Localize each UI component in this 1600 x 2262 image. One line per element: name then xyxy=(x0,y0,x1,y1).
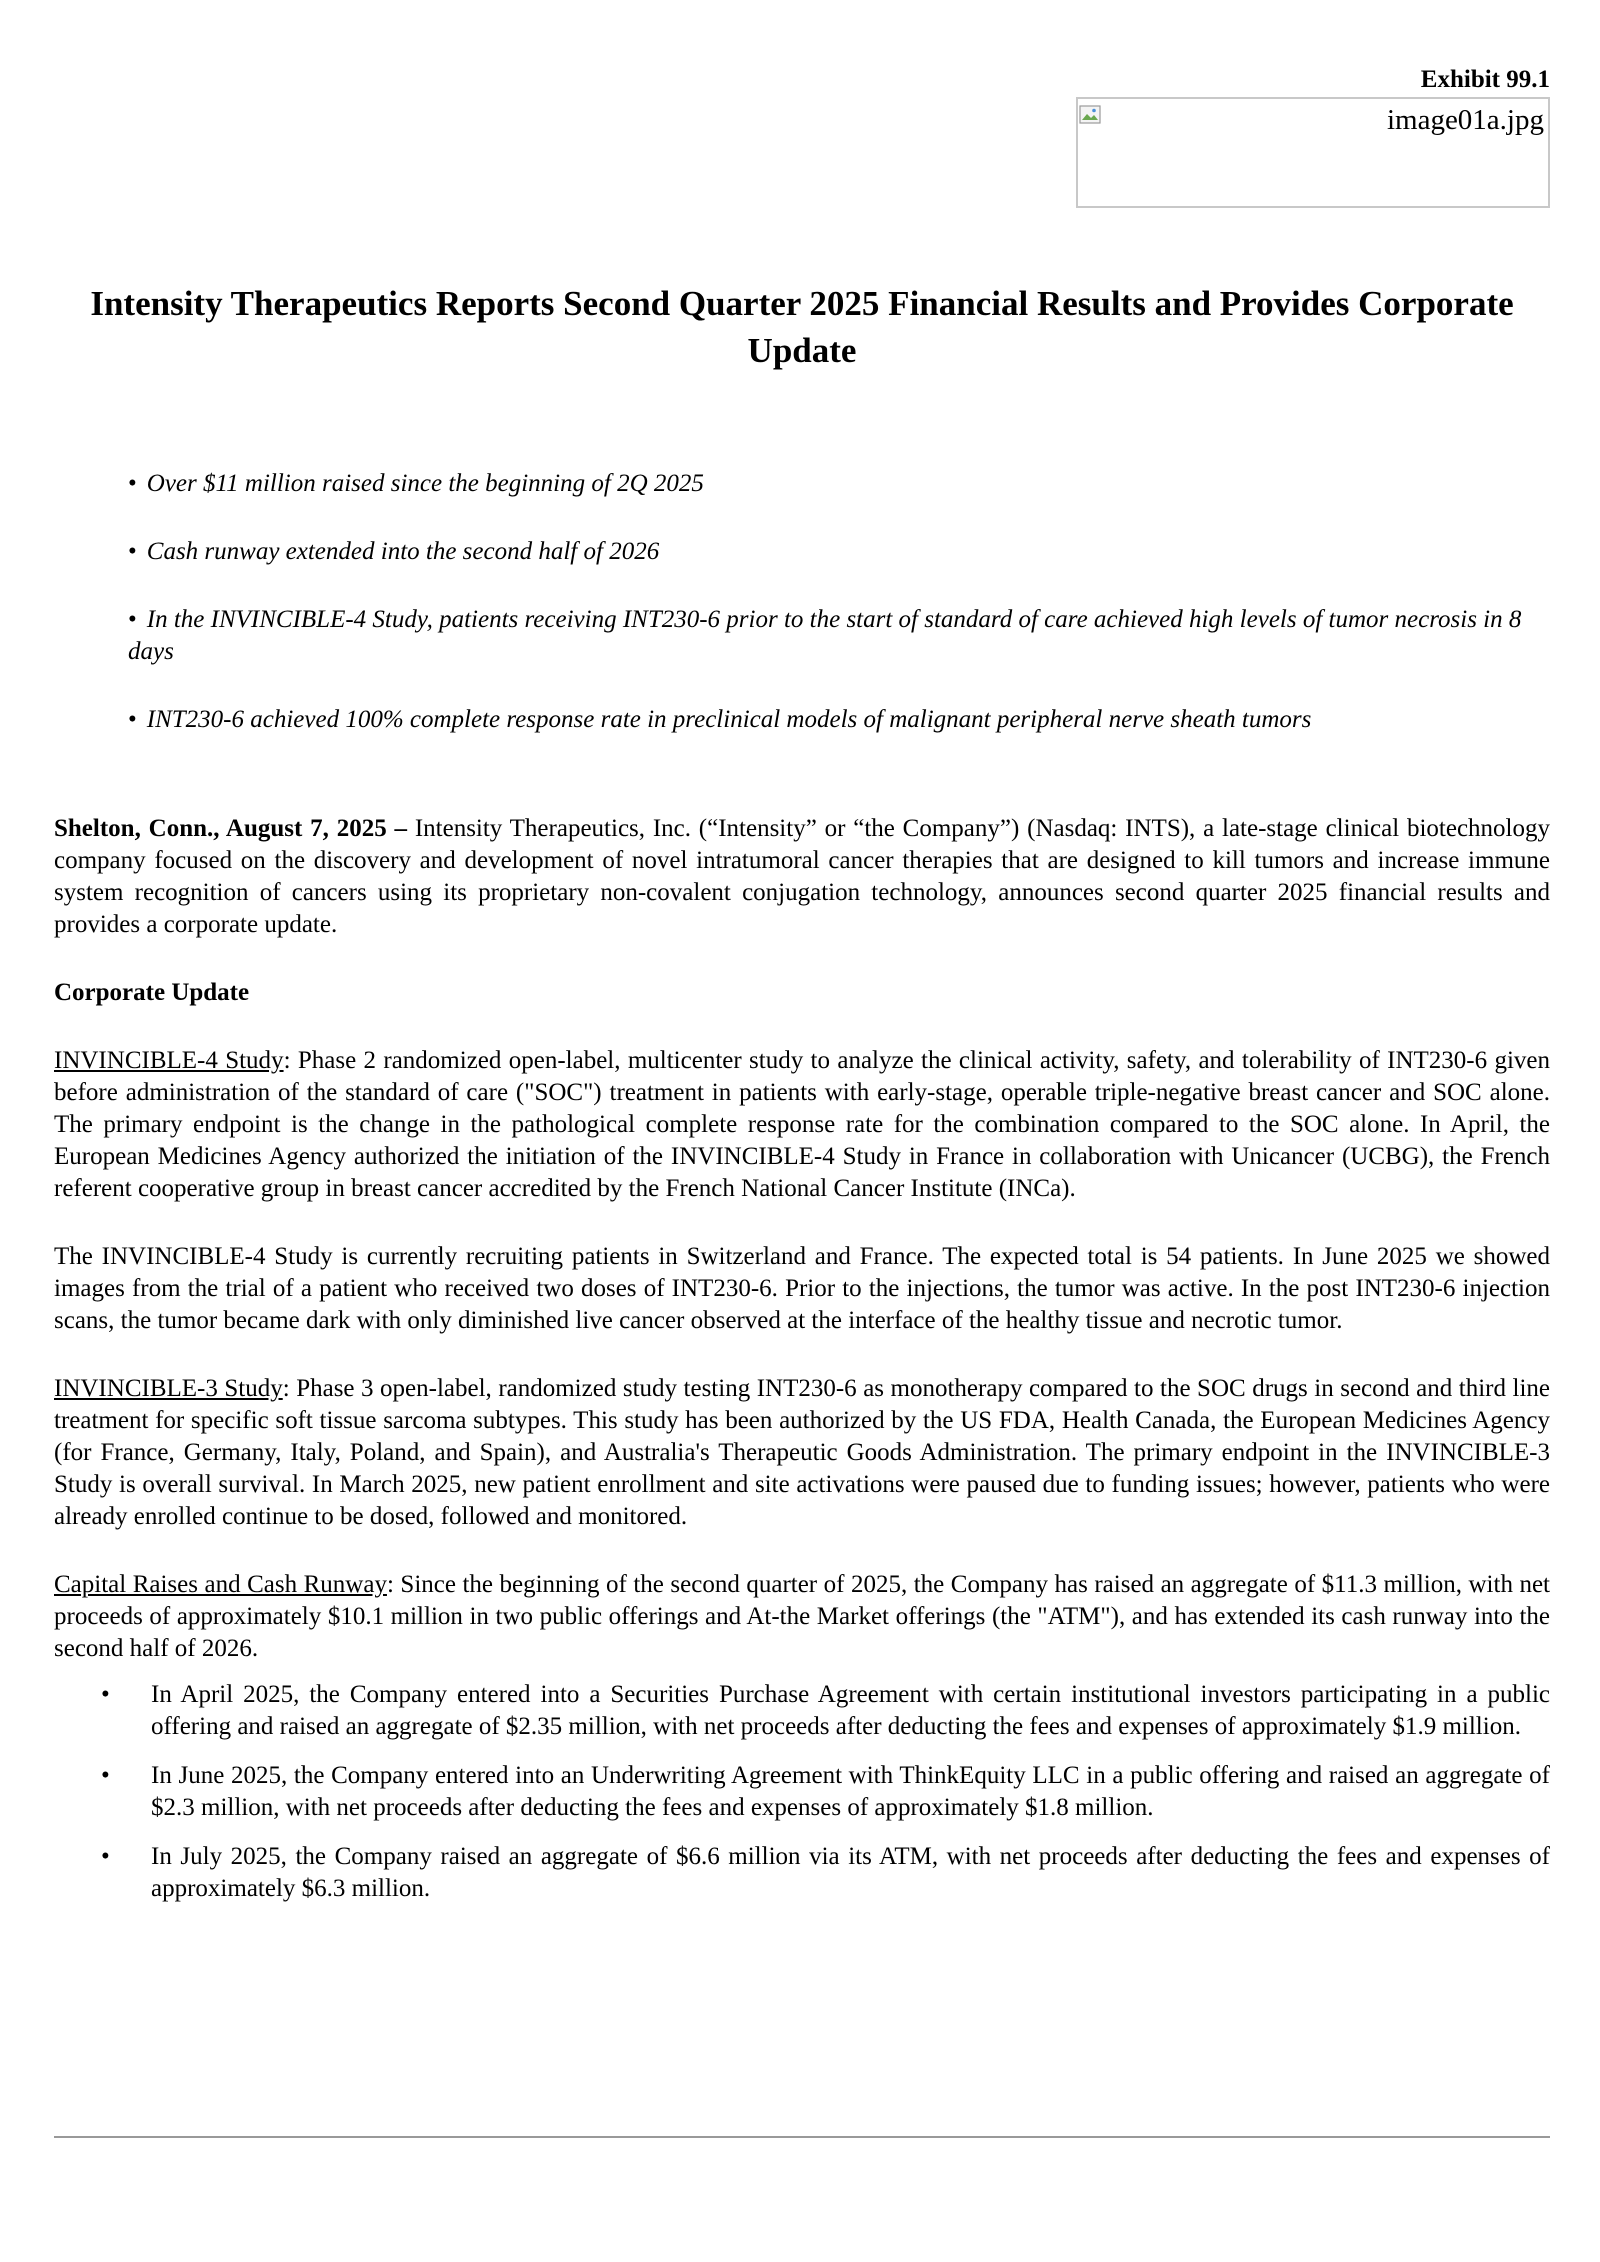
list-item: • In April 2025, the Company entered into a Securities Purchase Agreement with certain institutional investors participating in a public offering and raised an aggregate of $2.35 million, with net proceeds after deducting the fees and expenses of approximately $1.9 million. xyxy=(101,1681,1550,1740)
invincible-4-paragraph: INVINCIBLE-4 Study: Phase 2 randomized open-label, multicenter study to analyze the clinical activity, safety, and tolerability of INT230-6 given before administration of the standard of care ("SOC") treatment in patients with early-stage, operable triple-negative breast cancer and SOC alone. The primary endpoint is the change in the pathological complete response rate for the combination compared to the SOC alone. In April, the European Medicines Agency authorized the initiation of the INVINCIBLE-4 Study in France in collaboration with Unicancer (UCBG), the French referent cooperative group in breast cancer accredited by the French National Cancer Institute (INCa). xyxy=(54,1047,1550,1202)
highlight-item: • Over $11 million raised since the beginning of 2Q 2025 xyxy=(128,470,704,497)
capital-paragraph: Capital Raises and Cash Runway: Since the beginning of the second quarter of 2025, the Company has raised an aggregate of $11.3 million, with net proceeds of approximately $10.1 million in two public offerings and At-the Market offerings (the "ATM"), and has extended its cash runway into the second half of 2026. xyxy=(54,1571,1550,1662)
invincible-4-label: INVINCIBLE-4 Study xyxy=(54,1047,284,1074)
press-release-title: Intensity Therapeutics Reports Second Quarter 2025 Financial Results and Provides Corporate Update xyxy=(90,284,1514,370)
bullet-dot: • xyxy=(128,538,137,565)
bullet-dot: • xyxy=(128,706,137,733)
logo-alt-text: image01a.jpg xyxy=(1386,104,1544,136)
bullet-dot: • xyxy=(128,606,137,633)
section-heading: Corporate Update xyxy=(54,979,250,1006)
document-page xyxy=(54,64,1550,1902)
intro-paragraph: Shelton, Conn., August 7, 2025 – Intensity Therapeutics, Inc. (“Intensity” or “the Company”) (Nasdaq: INTS), a late-stage clinical biotechnology company focused on the discovery and development of novel intratumoral cancer therapies that are designed to kill tumors and increase immune system recognition of cancers using its proprietary non-covalent conjugation technology, announces second quarter 2025 financial results and provides a corporate update. xyxy=(54,815,1550,938)
exhibit-label: Exhibit 99.1 xyxy=(1420,66,1550,93)
dateline: Shelton, Conn., August 7, 2025 – xyxy=(54,815,408,842)
list-item: • In July 2025, the Company raised an aggregate of $6.6 million via its ATM, with net proceeds after deducting the fees and expenses of approximately $6.3 million. xyxy=(101,1843,1550,1902)
bullet-dot: • xyxy=(128,470,137,497)
press-release-body xyxy=(54,813,1550,1922)
bullet-dot: • xyxy=(101,1843,110,1870)
bullet-dot: • xyxy=(101,1762,110,1789)
page-divider xyxy=(54,2136,1550,2138)
highlight-item: • Cash runway extended into the second half of 2026 xyxy=(128,538,660,565)
highlight-item: • In the INVINCIBLE-4 Study, patients receiving INT230-6 prior to the start of standard of care achieved high levels of tumor necrosis in 8 days xyxy=(128,606,1522,665)
capital-raises-list xyxy=(54,1679,1550,1905)
invincible-4-followup-paragraph: The INVINCIBLE-4 Study is currently recruiting patients in Switzerland and France. The expected total is 54 patients. In June 2025 we showed images from the trial of a patient who received two doses of INT230-6. Prior to the injections, the tumor was active. In the post INT230-6 injection scans, the tumor became dark with only diminished live cancer observed at the interface of the healthy tissue and necrotic tumor. xyxy=(54,1243,1550,1334)
list-item: • In June 2025, the Company entered into an Underwriting Agreement with ThinkEquity LLC in a public offering and raised an aggregate of $2.3 million, with net proceeds after deducting the fees and expenses of approximately $1.8 million. xyxy=(101,1762,1550,1821)
capital-label: Capital Raises and Cash Runway xyxy=(54,1571,387,1598)
bullet-dot: • xyxy=(101,1681,110,1708)
company-logo-image xyxy=(1076,97,1550,208)
highlight-item: • INT230-6 achieved 100% complete response rate in preclinical models of malignant peripheral nerve sheath tumors xyxy=(128,706,1312,733)
highlights-list xyxy=(128,468,1548,772)
invincible-3-label: INVINCIBLE-3 Study xyxy=(54,1375,283,1402)
broken-image-icon xyxy=(1079,105,1109,127)
invincible-3-paragraph: INVINCIBLE-3 Study: Phase 3 open-label, randomized study testing INT230-6 as monotherapy compared to the SOC drugs in second and third line treatment for specific soft tissue sarcoma subtypes. This study has been authorized by the US FDA, Health Canada, the European Medicines Agency (for France, Germany, Italy, Poland, and Spain), and Australia's Therapeutic Goods Administration. The primary endpoint in the INVINCIBLE-3 Study is overall survival. In March 2025, new patient enrollment and site activations were paused due to funding issues; however, patients who were already enrolled continue to be dosed, followed and monitored. xyxy=(54,1375,1550,1530)
